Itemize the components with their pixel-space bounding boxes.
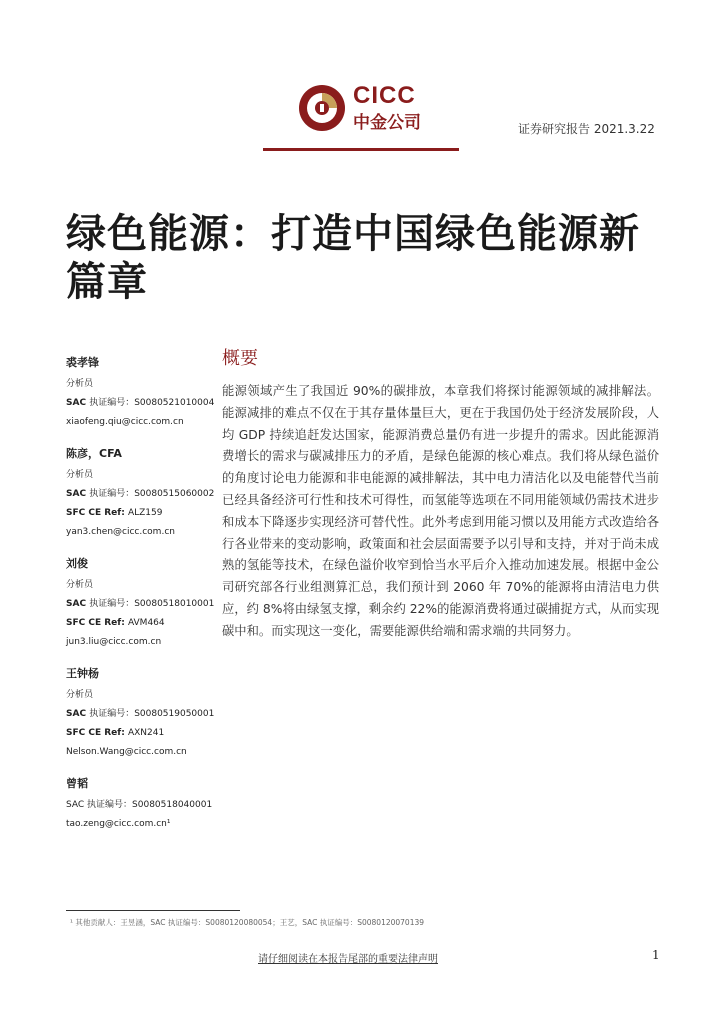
author-block (66, 354, 216, 432)
author-name: 曾韬 (66, 777, 88, 790)
author-info-line: SAC 执证编号：S0080518010001 (66, 599, 215, 609)
footnote-divider (66, 910, 240, 911)
author-block (66, 445, 216, 542)
author-email[interactable]: jun3.liu@cicc.com.cn (66, 637, 162, 647)
author-info-line: 分析员 (66, 470, 94, 480)
author-list (66, 354, 216, 847)
author-info-line: SAC 执证编号：S0080521010004 (66, 398, 215, 408)
page-number: 1 (652, 948, 660, 962)
author-email[interactable]: xiaofeng.qiu@cicc.com.cn (66, 417, 184, 427)
author-name: 王钟杨 (66, 667, 99, 680)
author-info-line: 分析员 (66, 580, 94, 590)
author-info-line: SAC 执证编号：S0080519050001 (66, 709, 215, 719)
summary-heading: 概要 (222, 348, 258, 369)
author-name: 刘俊 (66, 557, 88, 570)
brand-name-cn: 中金公司 (353, 113, 421, 133)
author-info-line: SAC 执证编号：S0080518040001 (66, 800, 213, 810)
author-info-line: SAC 执证编号：S0080515060002 (66, 489, 215, 499)
report-tag: 证券研究报告 2021.3.22 (518, 122, 655, 136)
author-block (66, 665, 216, 762)
page-title: 绿色能源：打造中国绿色能源新篇章 (66, 211, 640, 305)
legal-disclaimer-link[interactable]: 请仔细阅读在本报告尾部的重要法律声明 (258, 954, 438, 965)
author-block (66, 555, 216, 652)
author-block (66, 775, 216, 834)
brand-name-en: CICC (353, 82, 416, 109)
footnote: ¹ 其他贡献人：王昱涵，SAC 执证编号：S0080120080054；王艺，SAC 执证编号：S0080120070139 (70, 918, 425, 927)
author-info-line: 分析员 (66, 379, 94, 389)
author-email[interactable]: yan3.chen@cicc.com.cn (66, 527, 175, 537)
summary-body: 能源领域产生了我国近 90%的碳排放，本章我们将探讨能源领域的减排解法。能源减排的难点不仅在于其存量体量巨大，更在于我国仍处于经济发展阶段，人均 GDP 持续追赶发达国家，能源消费总量仍有进一步提升的需求。因此能源消费增长的需求与碳减排压力的矛盾，是绿色能源的核心难点。我们将从绿色溢价的角度讨论电力能源和非电能源的减排解法，其中电力清洁化以及电能替代当前已经具备经济可行性和技术可得性，而氢能等选项在不同用能领域仍需技术进步和成本下降逐步实现经济可替代性。此外考虑到用能习惯以及用能方式改造给各行各业带来的变动影响，政策面和社会层面需要予以引导和支持，并对于尚未成熟的氢能等技术，在绿色溢价收窄到恰当水平后介入推动加速发展。根据中金公司研究部各行业组测算汇总，我们预计到 2060 年 70%的能源将由清洁电力供应，约 8%将由绿氢支撑，剩余约 22%的能源消费将通过碳捕捉方式，从而实现碳中和。而实现这一变化，需要能源供给端和需求端的共同努力。 (222, 384, 659, 638)
author-info-line: 分析员 (66, 690, 94, 700)
author-email[interactable]: Nelson.Wang@cicc.com.cn (66, 747, 187, 757)
author-info-line: SFC CE Ref: ALZ159 (66, 508, 163, 518)
author-name: 陈彦，CFA (66, 447, 122, 460)
cicc-logo (263, 78, 459, 152)
author-info-line: SFC CE Ref: AXN241 (66, 728, 165, 738)
logo-underline (263, 148, 459, 151)
author-info-line: SFC CE Ref: AVM464 (66, 618, 165, 628)
cicc-emblem-icon (298, 84, 346, 132)
author-name: 裘孝锋 (66, 356, 99, 369)
author-email[interactable]: tao.zeng@cicc.com.cn¹ (66, 819, 171, 829)
